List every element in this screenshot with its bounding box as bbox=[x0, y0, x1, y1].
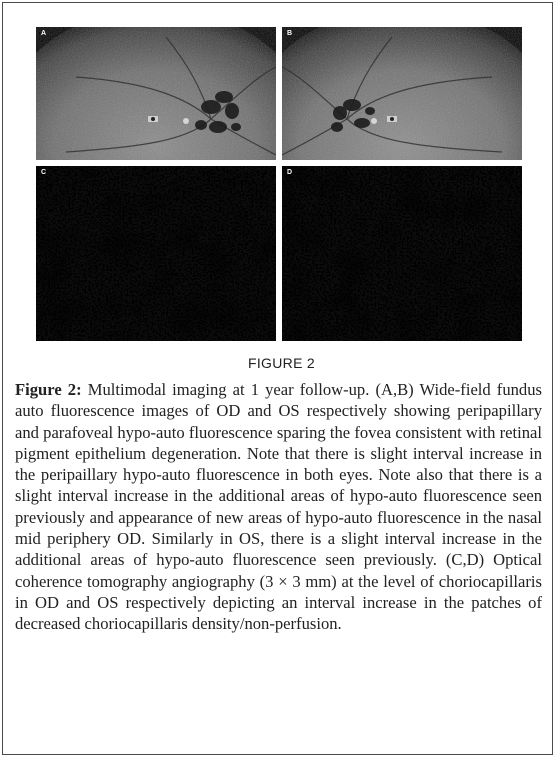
caption-lead: Figure 2: bbox=[15, 380, 82, 399]
fundus-image-a bbox=[36, 27, 276, 160]
caption-text: Multimodal imaging at 1 year follow-up. (A,B) Wide-field fundus auto fluorescence images of OD and OS respectively showing peripapillary and parafoveal hypo-auto fluorescence sparing the fovea consistent with retinal pigment epithelium degeneration. Note that there is slight interval increase in the peripaillary hypo-auto fluorescence in both eyes. Note also that there is a slight interval increase in the additional areas of hypo-auto fluorescence seen previously and appearance of new areas of hypo-auto fluorescence in the nasal mid periphery OD. Similarly in OS, there is a slight interval increase in the additional areas of hypo-auto fluorescence seen previously. (C,D) Optical coherence tomography angiography (3 × 3 mm) at the level of choriocapillaris in OD and OS respectively depicting an interval increase in the patches of decreased choriocapillaris density/non-perfusion. bbox=[15, 380, 542, 634]
octa-image-c bbox=[36, 166, 276, 341]
panel-label-c: C bbox=[41, 169, 47, 176]
figure-heading: FIGURE 2 bbox=[248, 355, 315, 371]
figure-frame bbox=[2, 2, 553, 755]
figure-caption bbox=[15, 379, 542, 635]
panel-d-octa-os bbox=[282, 166, 522, 341]
panel-a-fundus-autofluorescence-od bbox=[36, 27, 276, 160]
panel-label-b: B bbox=[287, 30, 293, 37]
octa-image-d bbox=[282, 166, 522, 341]
panel-b-fundus-autofluorescence-os bbox=[282, 27, 522, 160]
fundus-image-b bbox=[282, 27, 522, 160]
panel-c-octa-od bbox=[36, 166, 276, 341]
figure-image-grid bbox=[36, 27, 522, 341]
panel-label-a: A bbox=[41, 30, 47, 37]
panel-label-d: D bbox=[287, 169, 293, 176]
